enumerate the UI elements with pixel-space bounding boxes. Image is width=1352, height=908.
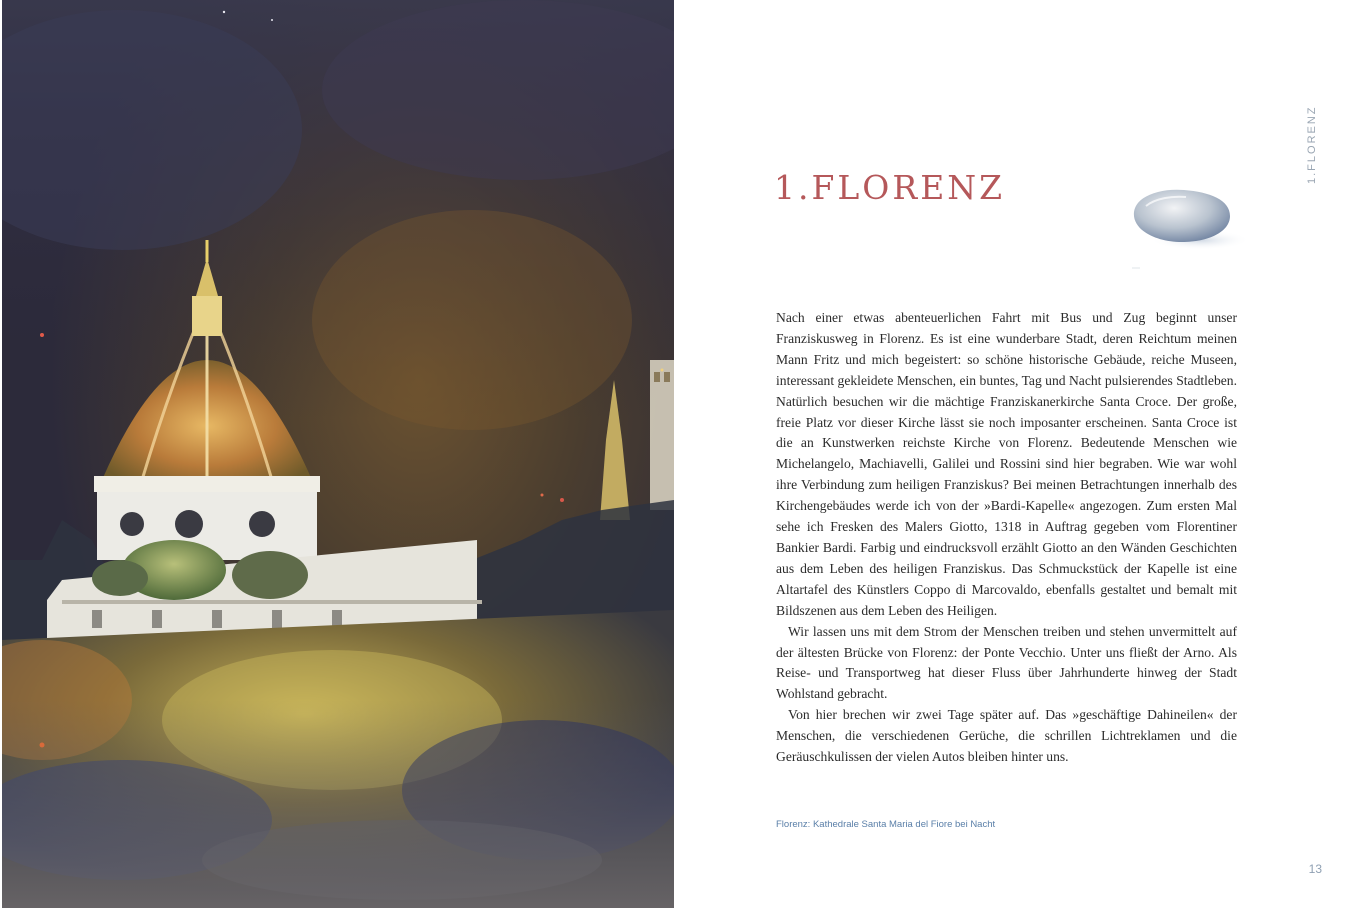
stone-illustration bbox=[1126, 176, 1252, 272]
image-caption: Florenz: Kathedrale Santa Maria del Fiore bei Nacht bbox=[776, 819, 996, 830]
page-number: 13 bbox=[1308, 862, 1322, 876]
paragraph-2: Wir lassen uns mit dem Strom der Menschen treiben und stehen unvermittelt auf der ältesten Brücke von Florenz: der Ponte Vecchio. Unter uns fließt der Arno. Als Reise- und Transportweg hat dieser Fluss über Jahrhunderte hinweg der Stadt Wohlstand gebracht. bbox=[776, 623, 1237, 702]
paragraph-3: Von hier brechen wir zwei Tage später auf. Das »geschäftige Dahineilen« der Menschen, die verschiedenen Gerüche, die schrillen Lichtreklamen und die Geräuschkulissen der vielen Autos bleiben hinter uns. bbox=[776, 707, 1237, 765]
running-head: 1.FLORENZ bbox=[1306, 105, 1318, 184]
body-text bbox=[776, 308, 1237, 768]
paragraph-1: Nach einer etwas abenteuerlichen Fahrt mit Bus und Zug beginnt unser Franziskusweg in Florenz. Es ist eine wunderbare Stadt, deren Reichtum meinen Mann Fritz und mich begeistert: so schöne historische Gebäude, reiche Museen, interessant gekleidete Menschen, ein buntes, Tag und Nacht pulsierendes Stadtleben. Natürlich besuchen wir die mächtige Franziskanerkirche Santa Croce. Der große, freie Platz vor dieser Kirche lässt sie noch imposanter erscheinen. Santa Croce ist die an Kunstwerken reichste Kirche von Florenz. Bedeutende Menschen wie Michelangelo, Machiavelli, Galilei und Rossini sind hier begraben. Wie war wohl ihre Verbindung zum heiligen Franziskus? Bei meinen Betrachtungen innerhalb des Kirchengebäudes werde ich von der »Bardi-Kapelle« angezogen. Zum ersten Mal sehe ich Fresken des Malers Giotto, 1318 in Auftrag gegeben vom Florentiner Bankier Bardi. Farbig und eindrucksvoll erzählt Giotto an den Wänden Geschichten aus dem Leben des heiligen Franziskus. Das Schmuckstück der Kapelle ist eine Altartafel des Künstlers Coppo di Marcovaldo, ebenfalls gestaltet und bemalt mit Bildszenen aus dem Leben des Heiligen. bbox=[776, 310, 1237, 618]
watercolor-illustration bbox=[2, 0, 674, 908]
chapter-title: 1.FLORENZ bbox=[774, 168, 1006, 207]
